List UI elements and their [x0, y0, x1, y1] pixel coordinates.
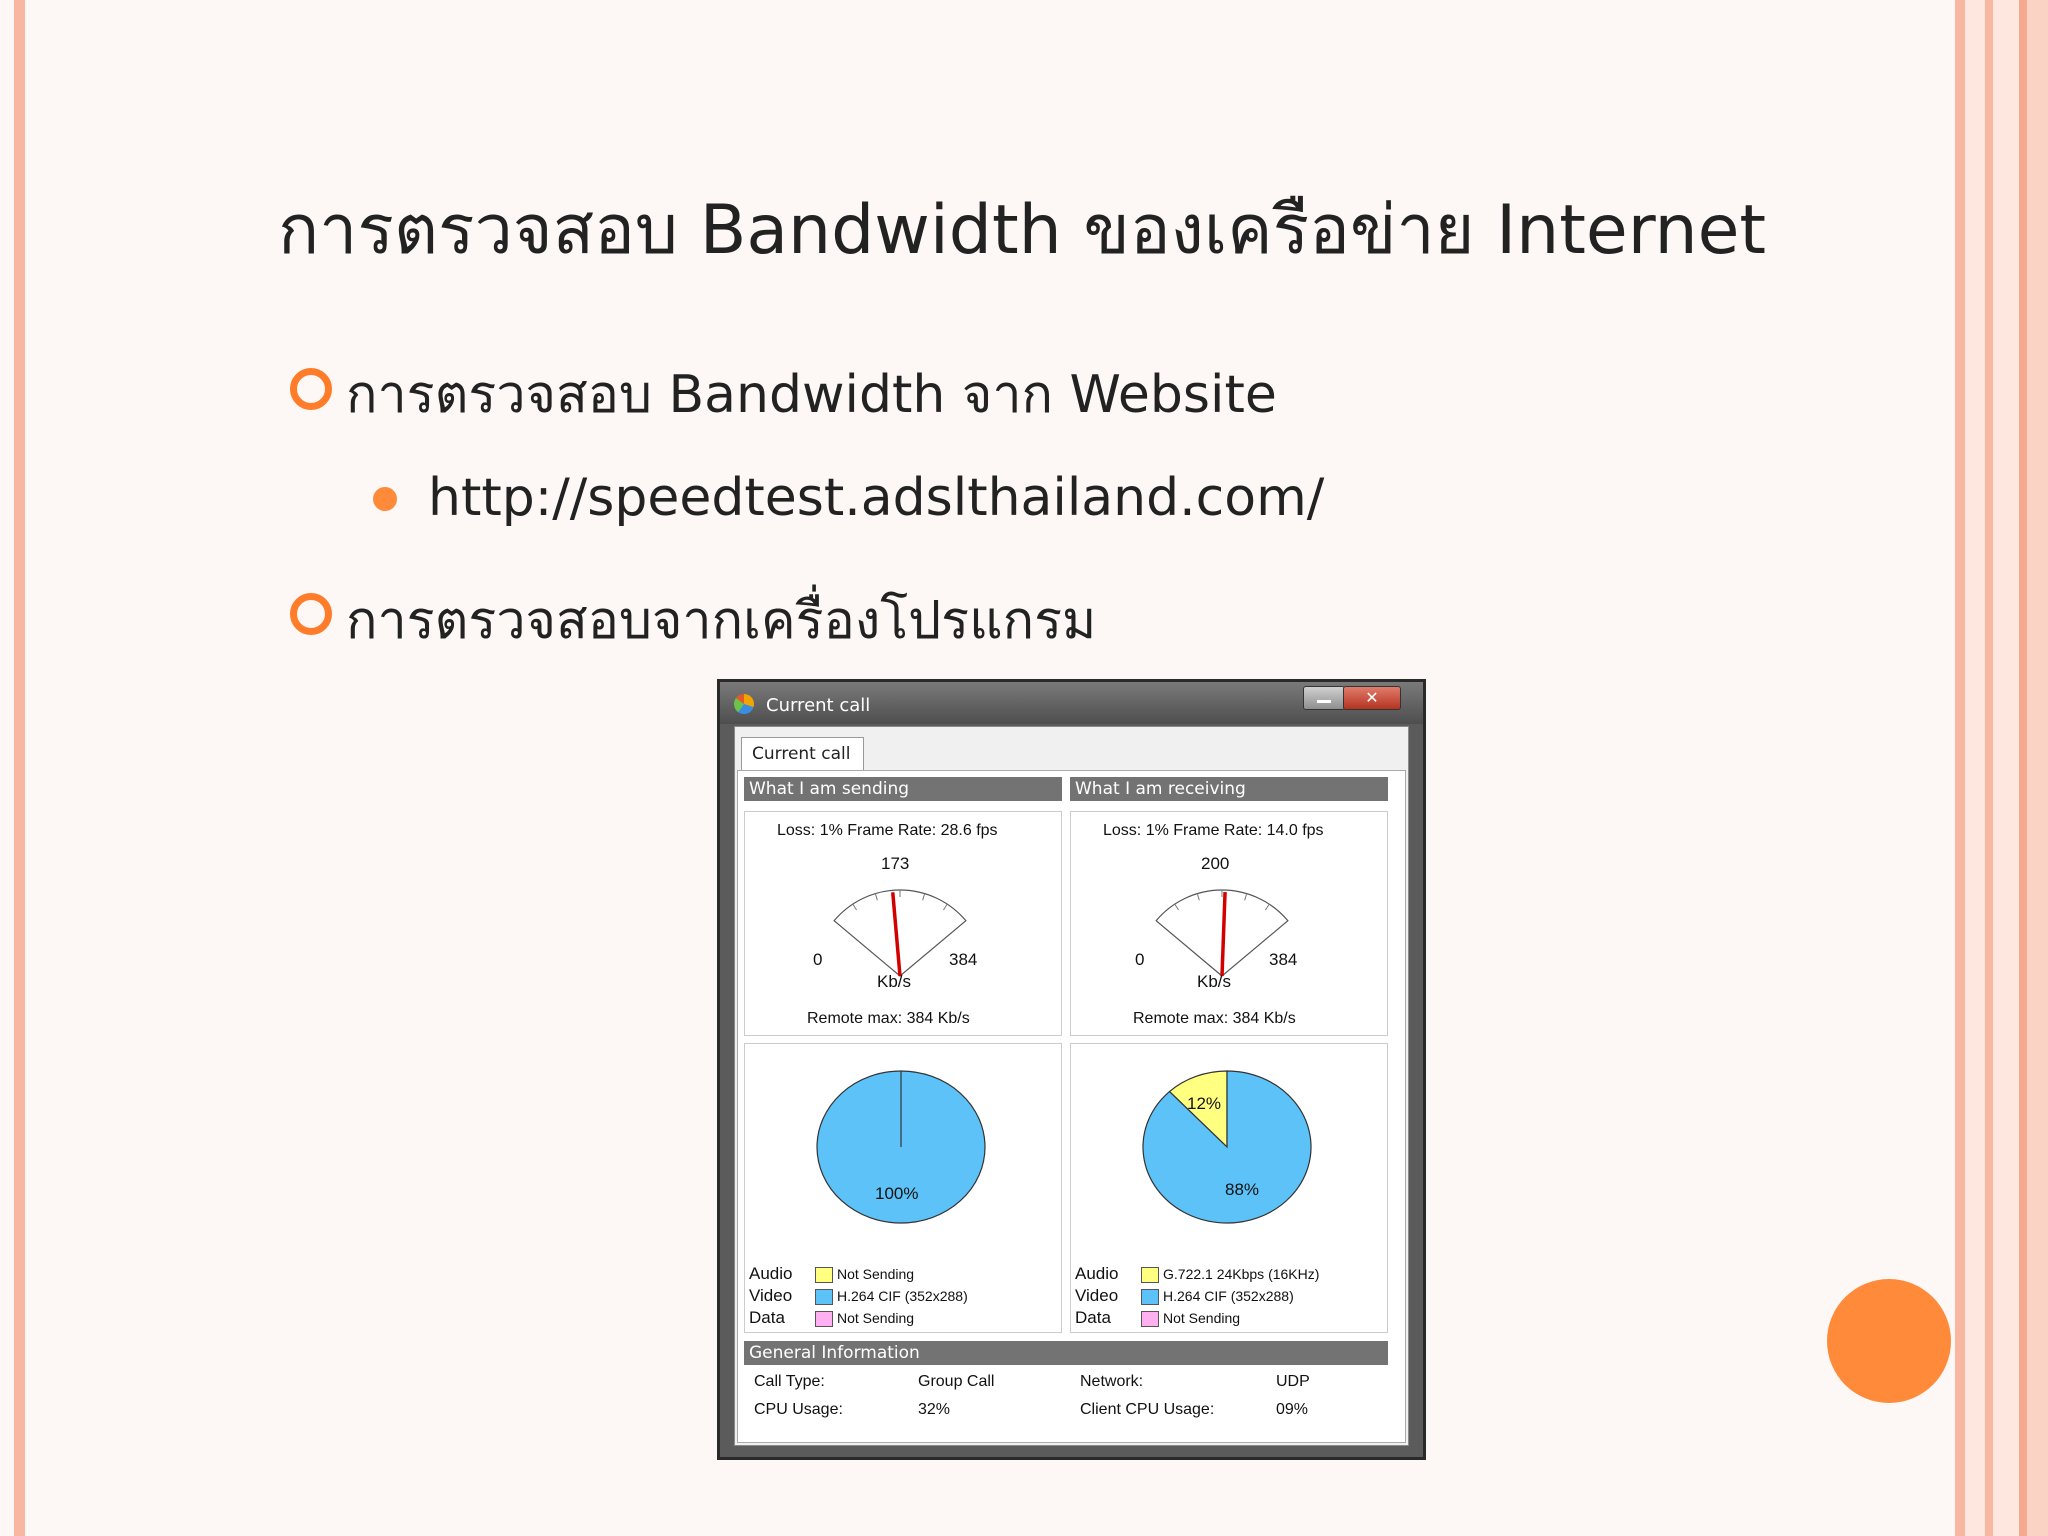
sending-gauge-unit: Kb/s — [877, 972, 912, 991]
sending-legend-value: H.264 CIF (352x288) — [837, 1288, 968, 1304]
window-title: Current call — [766, 695, 871, 716]
sending-pie-box — [744, 1043, 1062, 1333]
receiving-legend-value: G.722.1 24Kbps (16KHz) — [1163, 1266, 1320, 1282]
sending-legend-swatch — [815, 1311, 833, 1327]
ring-bullet-icon — [290, 593, 332, 635]
client-cpu-value: 09% — [1276, 1401, 1309, 1418]
window-titlebar[interactable] — [720, 682, 1423, 724]
sending-legend-label: Data — [749, 1308, 785, 1327]
receiving-legend-value: H.264 CIF (352x288) — [1163, 1288, 1294, 1304]
receiving-legend-value: Not Sending — [1163, 1310, 1241, 1326]
sending-legend-label: Video — [749, 1286, 793, 1305]
receiving-gauge-value: 200 — [1201, 854, 1230, 873]
receiving-pie-label-audio: 12% — [1187, 1094, 1222, 1113]
receiving-pie — [1141, 1068, 1313, 1226]
right-border-stripes — [1955, 0, 2048, 1536]
sending-legend-swatch — [815, 1289, 833, 1305]
sending-gauge-min: 0 — [813, 950, 823, 969]
tab-panel — [737, 770, 1406, 1443]
window-client-area — [734, 726, 1409, 1446]
network-label: Network: — [1080, 1373, 1144, 1390]
sending-stats: Loss: 1% Frame Rate: 28.6 fps — [777, 822, 998, 839]
dot-bullet-icon — [373, 487, 397, 511]
bullet-website: การตรวจสอบ Bandwidth จาก Website — [346, 365, 1277, 425]
receiving-pie-box — [1070, 1043, 1388, 1333]
sending-header: What I am sending — [744, 777, 1062, 801]
app-logo-icon — [734, 694, 754, 714]
speedtest-link[interactable]: http://speedtest.adslthailand.com/ — [428, 468, 1325, 528]
ring-bullet-icon — [290, 368, 332, 410]
receiving-header: What I am receiving — [1070, 777, 1388, 801]
receiving-pie-slice-video — [1143, 1071, 1311, 1223]
sending-gauge-max: 384 — [949, 950, 978, 969]
receiving-gauge-min: 0 — [1135, 950, 1145, 969]
sending-gauge-value: 173 — [881, 854, 910, 873]
receiving-legend-swatch — [1141, 1289, 1159, 1305]
slide-title: การตรวจสอบ Bandwidth ของเครือข่าย Internet — [278, 191, 1767, 270]
bullet-program: การตรวจสอบจากเครื่องโปรแกรม — [346, 591, 1097, 651]
receiving-legend-label: Video — [1075, 1286, 1119, 1305]
call-type-label: Call Type: — [754, 1373, 825, 1390]
network-value: UDP — [1276, 1373, 1310, 1390]
sending-legend-value: Not Sending — [837, 1266, 915, 1282]
receiving-legend-label: Data — [1075, 1308, 1111, 1327]
current-call-window — [717, 679, 1426, 1460]
receiving-legend-label: Audio — [1075, 1264, 1119, 1283]
receiving-legend-swatch — [1141, 1267, 1159, 1283]
close-button[interactable] — [1343, 686, 1401, 710]
sending-legend-value: Not Sending — [837, 1310, 915, 1326]
call-type-value: Group Call — [918, 1373, 995, 1390]
receiving-pie-label-video: 88% — [1225, 1180, 1260, 1199]
client-cpu-label: Client CPU Usage: — [1080, 1401, 1215, 1418]
decorative-circle — [1827, 1279, 1951, 1403]
cpu-usage-value: 32% — [918, 1401, 951, 1418]
sending-gauge-box — [744, 811, 1062, 1036]
tab-current-call[interactable]: Current call — [741, 737, 864, 771]
receiving-remote-max: Remote max: 384 Kb/s — [1133, 1010, 1296, 1027]
receiving-stats: Loss: 1% Frame Rate: 14.0 fps — [1103, 822, 1324, 839]
receiving-gauge-max: 384 — [1269, 950, 1298, 969]
sending-legend-swatch — [815, 1267, 833, 1283]
general-info-header: General Information — [744, 1341, 1388, 1365]
close-icon: ✕ — [1365, 688, 1379, 707]
receiving-gauge-unit: Kb/s — [1197, 972, 1232, 991]
sending-pie-label: 100% — [875, 1184, 919, 1203]
receiving-gauge-box — [1070, 811, 1388, 1036]
cpu-usage-label: CPU Usage: — [754, 1401, 843, 1418]
minimize-button[interactable] — [1303, 686, 1345, 710]
left-border-stripe — [14, 0, 25, 1536]
sending-remote-max: Remote max: 384 Kb/s — [807, 1010, 970, 1027]
sending-legend-label: Audio — [749, 1264, 793, 1283]
receiving-legend-swatch — [1141, 1311, 1159, 1327]
